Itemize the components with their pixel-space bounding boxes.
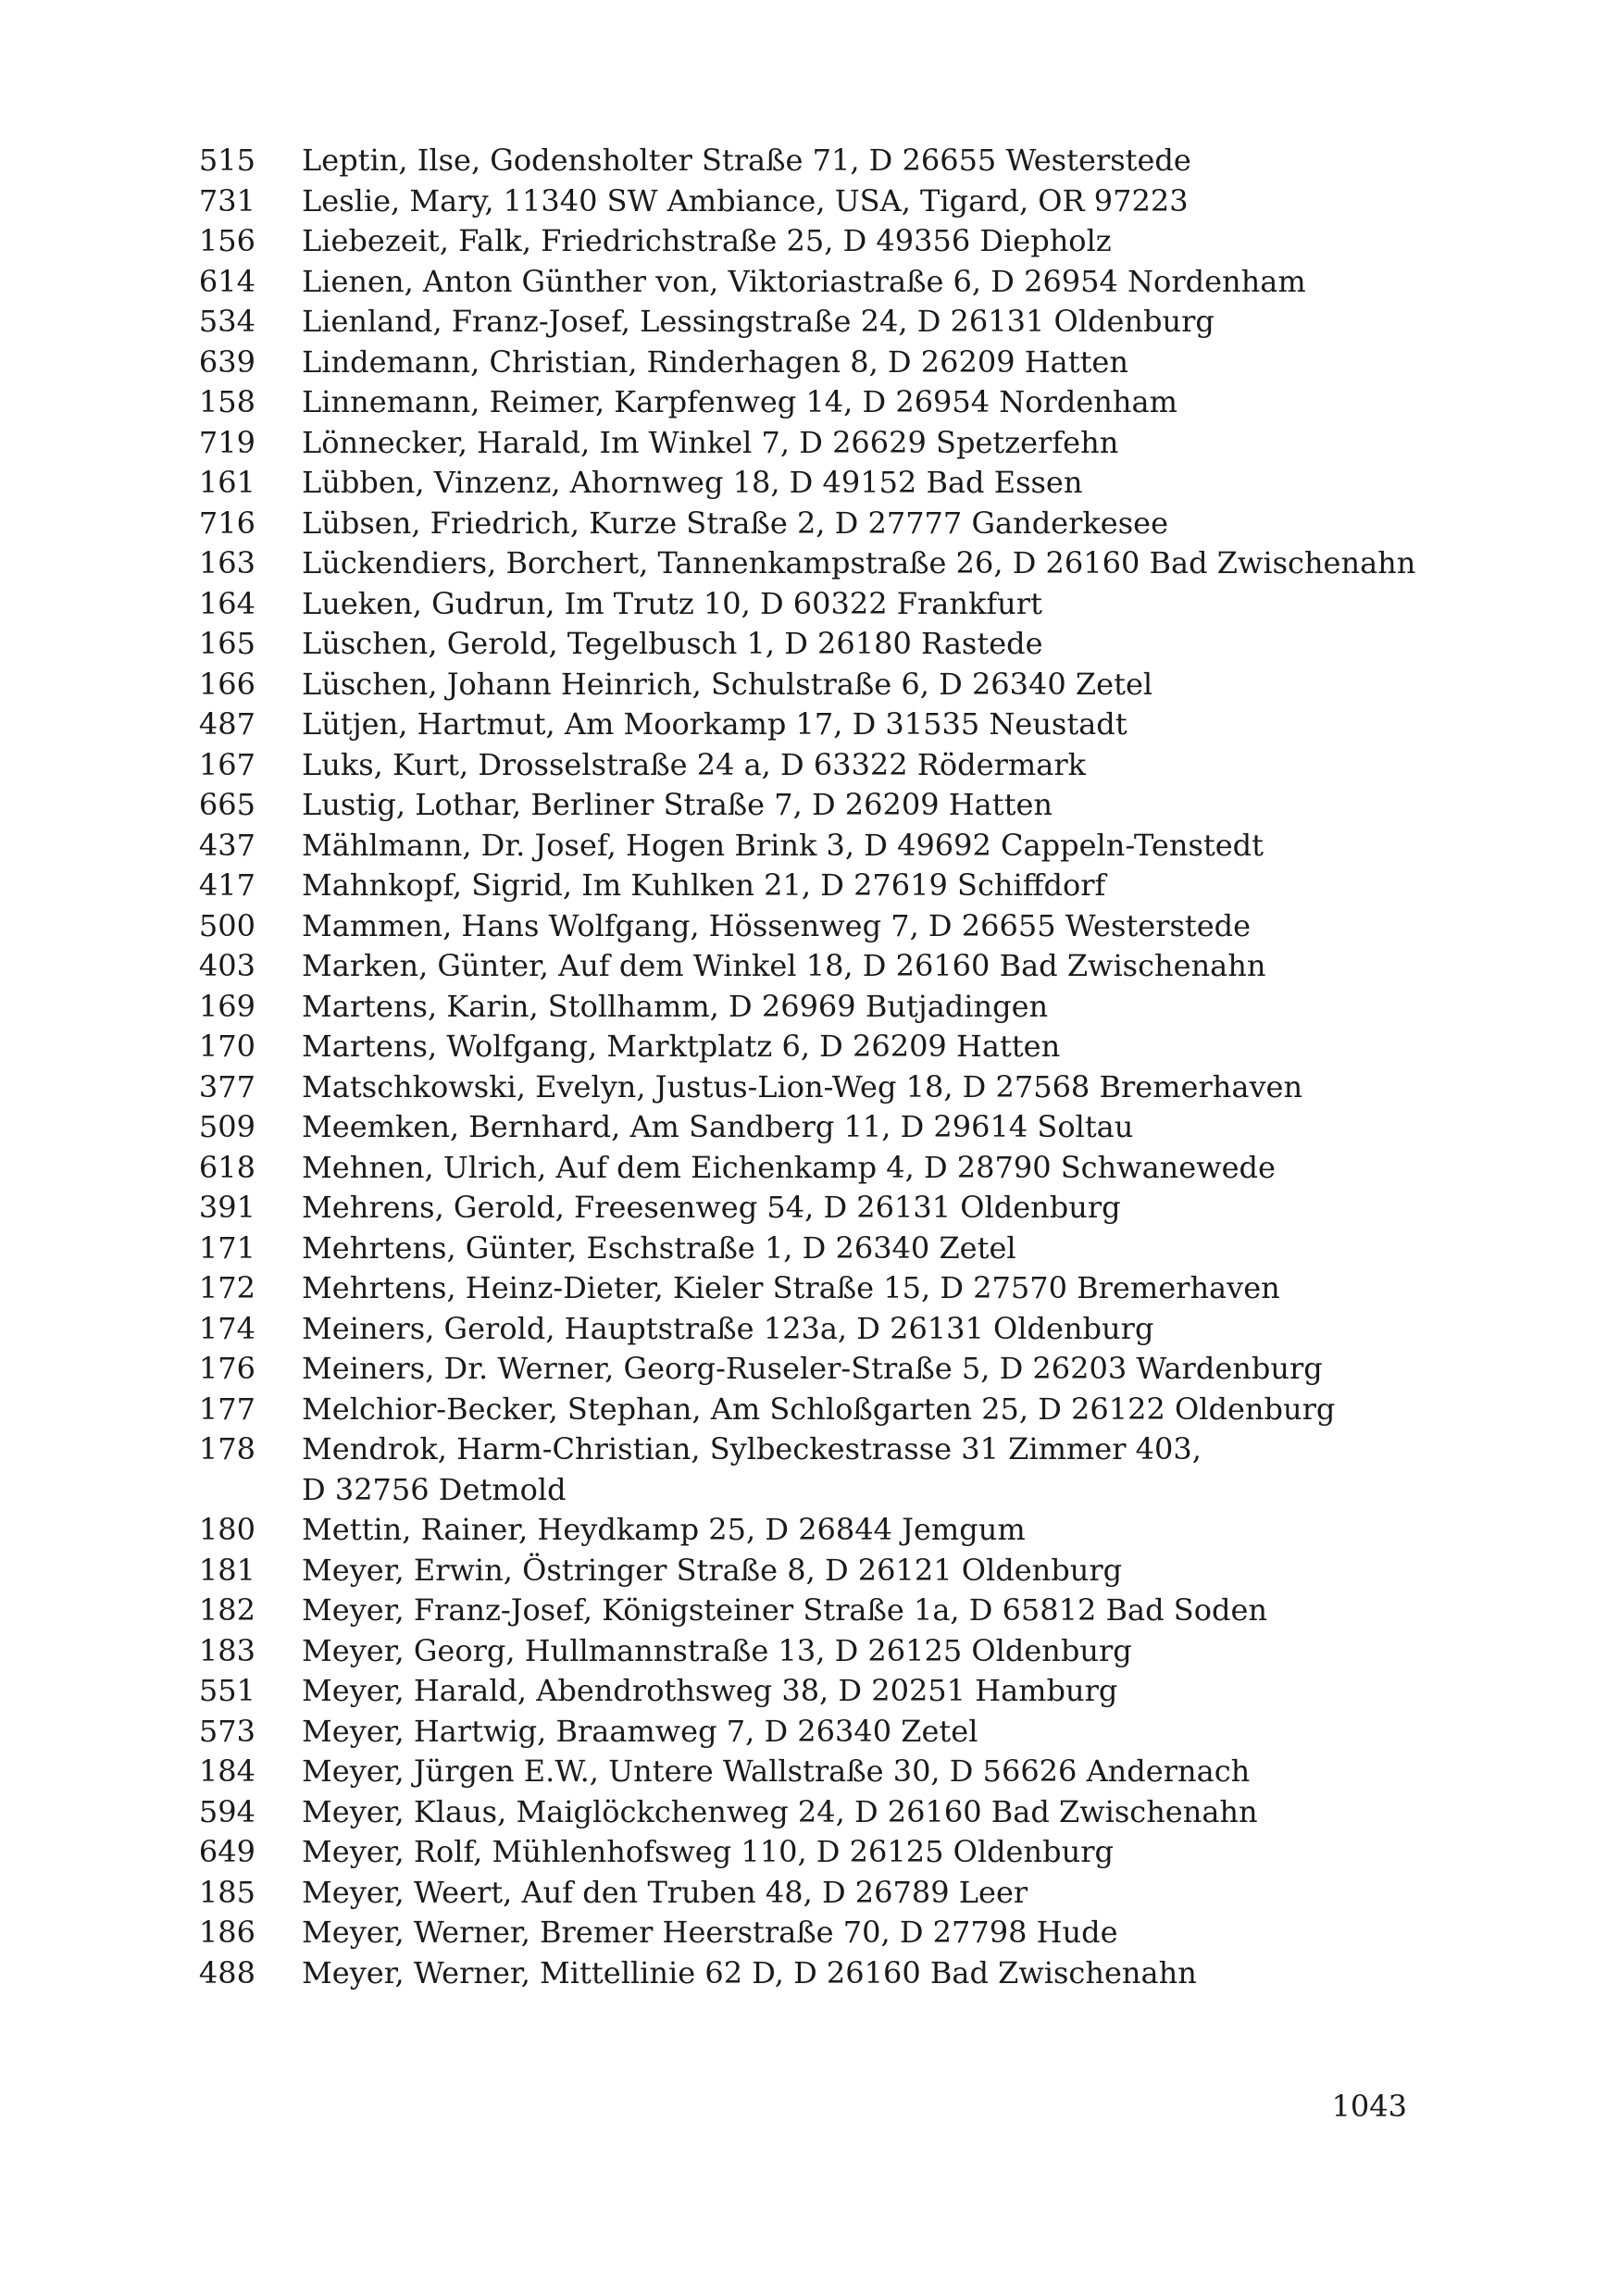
entry-address-line: Linnemann, Reimer, Karpfenweg 14, D 26954 Nordenham [302,384,1177,419]
list-item [0,1591,1607,1631]
entry-address [302,946,1505,987]
entry-number: 731 [198,182,255,218]
entry-address [302,987,1505,1028]
list-item [0,1268,1607,1309]
entry-number: 172 [198,1270,255,1305]
list-item [0,262,1607,303]
entry-address-line: Matschkowski, Evelyn, Justus-Lion-Weg 18, D 27568 Bremerhaven [302,1068,1303,1104]
entry-address [302,1591,1505,1631]
entry-address [302,665,1505,705]
entry-address [302,1309,1505,1350]
entry-number: 534 [198,304,255,339]
entry-number: 488 [198,1954,255,1990]
entry-address [302,423,1505,464]
entry-address-line: Melchior-Becker, Stephan, Am Schloßgarten 25, D 26122 Oldenburg [302,1391,1336,1427]
page-number: 1043 [1331,2089,1407,2124]
entry-number: 184 [198,1753,255,1789]
list-item [0,1510,1607,1551]
entry-address [302,1913,1505,1953]
entry-number: 509 [198,1109,255,1144]
entry-number: 573 [198,1713,255,1749]
entry-number: 178 [198,1431,255,1466]
entry-number: 158 [198,384,255,419]
entry-address-line: Lueken, Gudrun, Im Trutz 10, D 60322 Frankfurt [302,585,1042,621]
entry-address-line: Lübsen, Friedrich, Kurze Straße 2, D 27777 Ganderkesee [302,505,1169,541]
list-item [0,906,1607,947]
entry-address [302,1551,1505,1591]
entry-address-line: Meyer, Werner, Mittellinie 62 D, D 26160 Bad Zwischenahn [302,1954,1197,1990]
entry-address-line: Mammen, Hans Wolfgang, Hössenweg 7, D 26655 Westerstede [302,907,1252,943]
entry-address-line: Meyer, Franz-Josef, Königsteiner Straße 1a, D 65812 Bad Soden [302,1592,1267,1628]
list-item [0,1188,1607,1229]
entry-number: 649 [198,1834,255,1869]
entry-address-line: Liebezeit, Falk, Friedrichstraße 25, D 49356 Diepholz [302,223,1112,258]
entry-address-line: Meyer, Klaus, Maiglöckchenweg 24, D 26160 Bad Zwischenahn [302,1793,1258,1829]
list-item [0,463,1607,504]
list-item [0,1873,1607,1914]
entry-address-line: Meyer, Rolf, Mühlenhofsweg 110, D 26125 Oldenburg [302,1834,1114,1869]
entry-number: 183 [198,1632,255,1668]
entry-number: 551 [198,1673,255,1708]
list-item [0,1752,1607,1792]
entry-address [302,221,1505,262]
entry-address [302,785,1505,826]
entry-address [302,826,1505,867]
entry-address-line: Meyer, Werner, Bremer Heerstraße 70, D 27798 Hude [302,1915,1118,1950]
entry-address [302,1390,1505,1430]
entry-address [302,302,1505,343]
entry-number: 182 [198,1592,255,1628]
entry-number: 437 [198,827,255,863]
entry-address [302,1510,1505,1551]
entry-address-line: Lustig, Lothar, Berliner Straße 7, D 26209 Hatten [302,787,1053,822]
entry-address-line: Meiners, Gerold, Hauptstraße 123a, D 26131 Oldenburg [302,1310,1154,1346]
entry-address [302,1631,1505,1672]
entry-address-line: Lüschen, Gerold, Tegelbusch 1, D 26180 Rastede [302,626,1043,661]
list-item [0,1551,1607,1591]
entry-address [302,181,1505,222]
entry-number: 163 [198,545,255,580]
entry-number: 515 [198,143,255,178]
list-item [0,1148,1607,1189]
list-item [0,826,1607,867]
list-item [0,1390,1607,1430]
entry-number: 500 [198,907,255,943]
entry-address [302,141,1505,181]
entry-number: 186 [198,1915,255,1950]
list-item [0,1832,1607,1873]
entry-address-line: Lübben, Vinzenz, Ahornweg 18, D 49152 Bad Essen [302,465,1083,500]
entry-address [302,1229,1505,1269]
list-item [0,1712,1607,1753]
entry-number: 403 [198,948,255,983]
entry-number: 417 [198,867,255,903]
entry-address [302,1792,1505,1833]
entry-address [302,1349,1505,1390]
entry-address [302,624,1505,665]
entry-address [302,1832,1505,1873]
entry-address-line: Meiners, Dr. Werner, Georg-Ruseler-Straße 5, D 26203 Wardenburg [302,1351,1323,1386]
list-item [0,1309,1607,1350]
list-item [0,745,1607,786]
entry-number: 170 [198,1029,255,1064]
list-item [0,1067,1607,1108]
entry-number: 377 [198,1068,255,1104]
entry-address [302,504,1505,544]
entry-number: 171 [198,1229,255,1266]
list-item [0,785,1607,826]
entry-address-line: Mettin, Rainer, Heydkamp 25, D 26844 Jemgum [302,1512,1026,1547]
list-item [0,866,1607,906]
entry-address-line: Mehrtens, Günter, Eschstraße 1, D 26340 Zetel [302,1229,1016,1266]
entry-address [302,1953,1505,1994]
list-item [0,343,1607,383]
entry-address [302,1188,1505,1229]
list-item [0,1429,1607,1510]
entry-number: 665 [198,787,255,822]
entry-address-line: Meyer, Erwin, Östringer Straße 8, D 26121 Oldenburg [302,1552,1123,1588]
entry-address-line: Martens, Karin, Stollhamm, D 26969 Butjadingen [302,988,1049,1024]
list-item [0,221,1607,262]
entry-address-line: Lückendiers, Borchert, Tannenkampstraße 26, D 26160 Bad Zwischenahn [302,545,1416,580]
list-item [0,1792,1607,1833]
entry-address [302,343,1505,383]
entry-number: 180 [198,1512,255,1547]
list-item [0,1229,1607,1269]
list-item [0,1953,1607,1994]
list-item [0,705,1607,745]
entry-number: 594 [198,1793,255,1829]
list-item [0,1027,1607,1067]
entry-address-line: D 32756 Detmold [302,1471,567,1507]
list-item [0,141,1607,181]
entry-address-line: Lönnecker, Harald, Im Winkel 7, D 26629 Spetzerfehn [302,424,1119,460]
list-item [0,1671,1607,1712]
entry-address-line: Lütjen, Hartmut, Am Moorkamp 17, D 31535 Neustadt [302,706,1127,742]
entry-address [302,1429,1505,1510]
entry-number: 719 [198,424,255,460]
entry-number: 167 [198,746,255,782]
entry-address-line: Mehnen, Ulrich, Auf dem Eichenkamp 4, D 28790 Schwanewede [302,1149,1276,1185]
entry-number: 165 [198,626,255,661]
list-item [0,1107,1607,1148]
entry-address [302,1712,1505,1753]
entry-number: 618 [198,1149,255,1185]
list-item [0,987,1607,1028]
entry-number: 185 [198,1874,255,1910]
entry-address-line: Luks, Kurt, Drosselstraße 24 a, D 63322 Rödermark [302,746,1086,782]
entry-address [302,1067,1505,1108]
entry-number: 164 [198,585,255,621]
entry-number: 169 [198,988,255,1024]
entry-address [302,745,1505,786]
list-item [0,504,1607,544]
entry-address [302,262,1505,303]
entry-address-line: Leslie, Mary, 11340 SW Ambiance, USA, Tigard, OR 97223 [302,182,1189,218]
list-item [0,543,1607,584]
entry-address-line: Meyer, Jürgen E.W., Untere Wallstraße 30, D 56626 Andernach [302,1753,1251,1789]
entry-address [302,906,1505,947]
entry-number: 181 [198,1552,255,1588]
entry-address [302,1873,1505,1914]
entry-address-line: Mahnkopf, Sigrid, Im Kuhlken 21, D 27619 Schiffdorf [302,867,1106,903]
entry-address [302,543,1505,584]
entry-address [302,584,1505,625]
entry-address [302,463,1505,504]
entry-address-line: Mehrtens, Heinz-Dieter, Kieler Straße 15, D 27570 Bremerhaven [302,1270,1280,1305]
list-item [0,423,1607,464]
entry-number: 156 [198,223,255,258]
entry-address-line: Mehrens, Gerold, Freesenweg 54, D 26131 Oldenburg [302,1190,1121,1225]
entry-address [302,1148,1505,1189]
entry-number: 161 [198,465,255,500]
entry-address [302,1268,1505,1309]
entry-address-line: Marken, Günter, Auf dem Winkel 18, D 26160 Bad Zwischenahn [302,948,1266,983]
entry-address [302,705,1505,745]
entry-number: 487 [198,706,255,742]
entry-address-line: Mählmann, Dr. Josef, Hogen Brink 3, D 49692 Cappeln-Tenstedt [302,827,1264,863]
entry-address [302,866,1505,906]
entry-number: 176 [198,1351,255,1386]
entry-number: 174 [198,1310,255,1346]
list-item [0,1631,1607,1672]
list-item [0,1913,1607,1953]
entry-number: 639 [198,343,255,380]
entry-address-line: Meyer, Harald, Abendrothsweg 38, D 20251 Hamburg [302,1673,1118,1708]
list-item [0,946,1607,987]
entry-address-line: Martens, Wolfgang, Marktplatz 6, D 26209 Hatten [302,1029,1061,1064]
entry-address [302,1752,1505,1792]
entry-address-line: Lüschen, Johann Heinrich, Schulstraße 6, D 26340 Zetel [302,666,1153,702]
entry-number: 177 [198,1391,255,1427]
entry-address-line: Mendrok, Harm-Christian, Sylbeckestrasse 31 Zimmer 403, [302,1431,1202,1466]
address-list [0,141,1607,1993]
entry-address-line: Meyer, Georg, Hullmannstraße 13, D 26125 Oldenburg [302,1632,1132,1668]
entry-address [302,1027,1505,1067]
entry-address [302,382,1505,423]
list-item [0,1349,1607,1390]
entry-number: 166 [198,666,255,702]
list-item [0,382,1607,423]
entry-number: 716 [198,505,255,541]
entry-address-line: Meyer, Weert, Auf den Truben 48, D 26789 Leer [302,1874,1028,1910]
entry-address-line: Lindemann, Christian, Rinderhagen 8, D 26209 Hatten [302,343,1128,380]
list-item [0,665,1607,705]
entry-address-line: Lienen, Anton Günther von, Viktoriastraße 6, D 26954 Nordenham [302,263,1306,299]
entry-address-line: Leptin, Ilse, Godensholter Straße 71, D 26655 Westerstede [302,143,1191,178]
entry-address-line: Meyer, Hartwig, Braamweg 7, D 26340 Zetel [302,1713,978,1749]
entry-address-line: Meemken, Bernhard, Am Sandberg 11, D 29614 Soltau [302,1109,1134,1144]
entry-address [302,1671,1505,1712]
entry-address-line: Lienland, Franz-Josef, Lessingstraße 24, D 26131 Oldenburg [302,304,1215,339]
entry-number: 391 [198,1190,255,1225]
list-item [0,181,1607,222]
list-item [0,302,1607,343]
list-item [0,584,1607,625]
entry-address [302,1107,1505,1148]
list-item [0,624,1607,665]
entry-number: 614 [198,263,255,299]
